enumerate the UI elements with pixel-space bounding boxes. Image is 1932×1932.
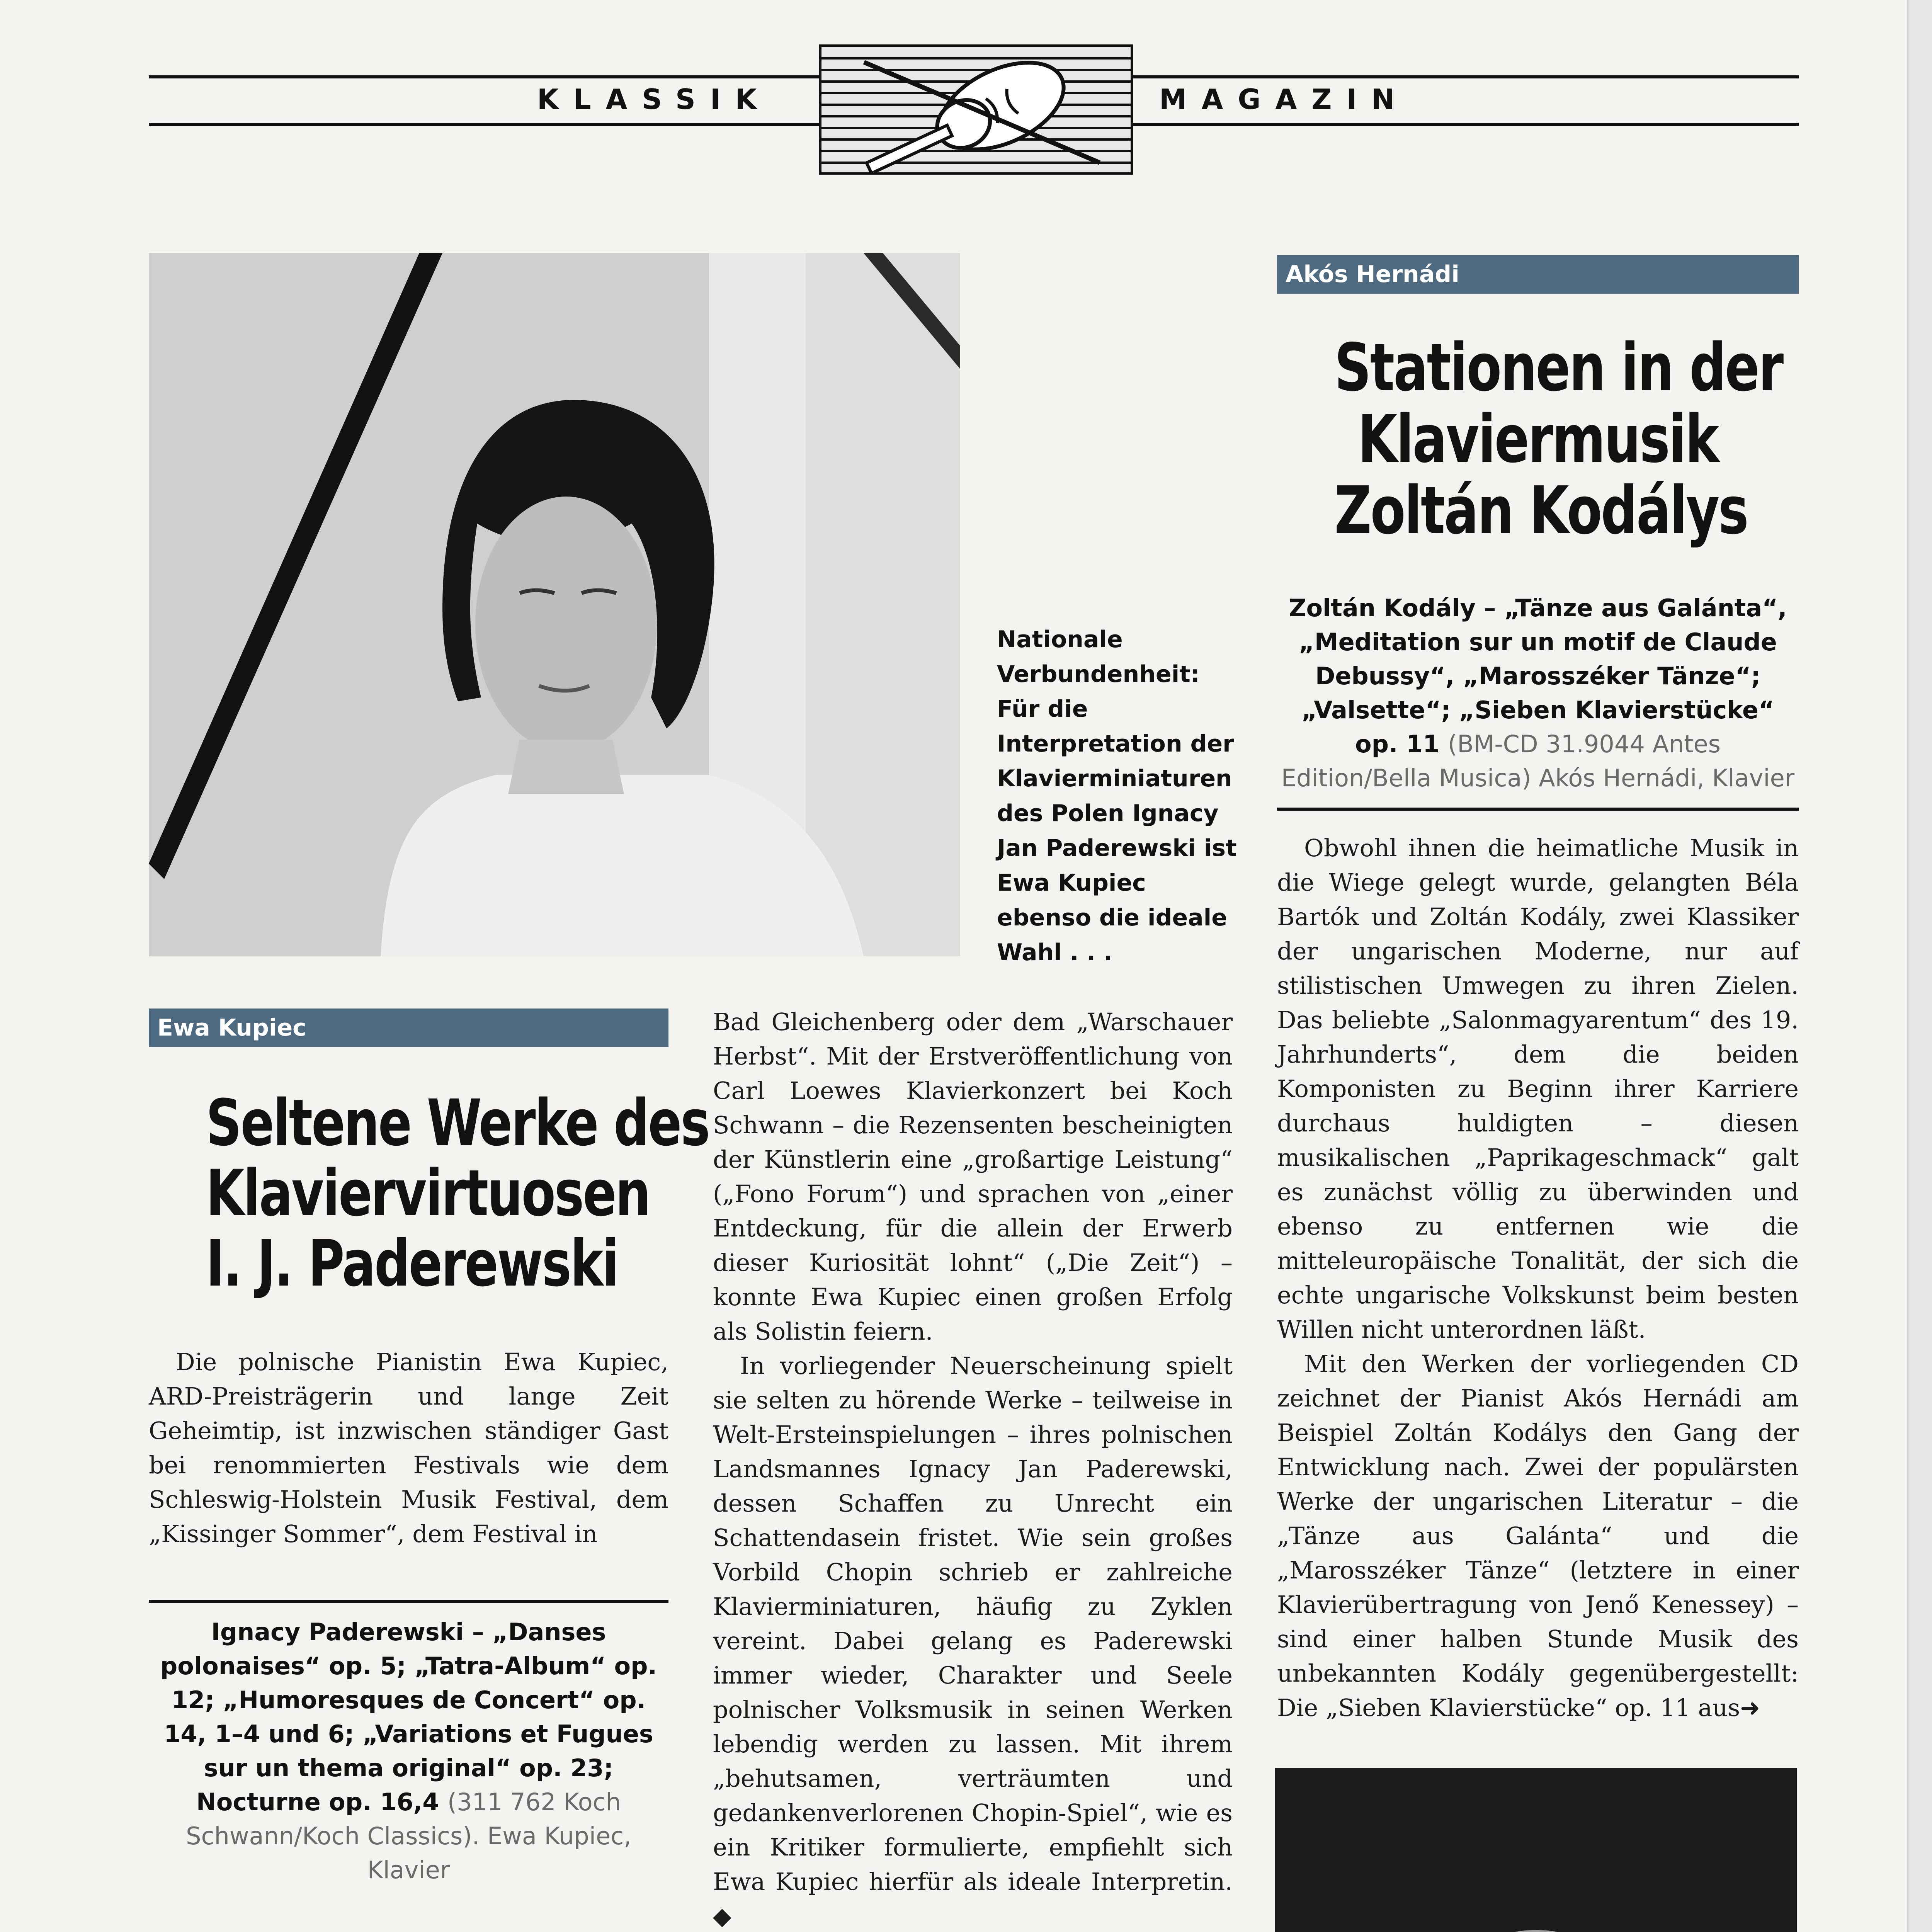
cd-info-kodaly-works: Zoltán Kodály – „Tänze aus Galánta“, „Meditation sur un motif de Claude Debussy“, „Marosszéker Tänze“; „Valsette“; „Sieben Klavierstücke“ op. 11 bbox=[1289, 594, 1787, 758]
article-paderewski-col2 bbox=[713, 1005, 1233, 1932]
masthead-rule-top-left bbox=[149, 75, 819, 78]
headline-paderewski-line-1: Seltene Werke des bbox=[206, 1086, 709, 1160]
continue-arrow-icon: ➜ bbox=[1740, 1694, 1760, 1722]
ewa-photo-caption: Nationale Verbundenheit: Für die Interpretation der Klavierminiaturen des Polen Ignacy Jan Paderewski ist Ewa Kupiec ebenso die ideale Wahl . . . bbox=[997, 626, 1237, 966]
masthead-rule-top-right bbox=[1128, 75, 1799, 78]
article-paderewski-col2-paragraph-2: In vorliegender Neuerscheinung spielt sie selten zu hörende Werke – teilweise in Welt-Ersteinspielungen – ihres polnischen Landsmannes Ignacy Jan Paderewski, dessen Schaffen zu Unrecht ein Schattendasein fristet. Wie sein großes Vorbild Chopin schrieb er zahlreiche Klavierminiaturen, häufig zu Zyklen vereint. Dabei gelang es Paderewski immer wieder, Charakter und Seele polnischer Volksmusik in seinen Werken lebendig werden zu lassen. Mit ihrem „behutsamen, verträumten und gedankenverlorenen Chopin-Spiel“, wie es ein Kritiker formulierte, empfiehlt sich Ewa Kupiec hierfür als ideale Interpretin. bbox=[713, 1352, 1233, 1896]
masthead-rule-bottom-left bbox=[149, 123, 819, 126]
headline-kodaly-line-2: Klaviermusik bbox=[1357, 401, 1718, 478]
article-paderewski-col1 bbox=[149, 1345, 668, 1551]
masthead-rule-bottom-right bbox=[1128, 123, 1799, 126]
article-paderewski-col2-paragraph-1: Bad Gleichenberg oder dem „Warschauer Herbst“. Mit der Erstveröffentlichung von Carl Loewes Klavierkonzert bei Koch Schwann – die Rezensenten bescheinigten der Künstlerin eine „großartige Leistung“ („Fono Forum“) und sprachen von „einer Entdeckung, für die allein der Erwerb dieser Kuriosität lohnt“ („Die Zeit“) – konnte Ewa Kupiec einen großen Erfolg als Solistin feiern. bbox=[713, 1008, 1233, 1345]
end-diamond-icon: ◆ bbox=[713, 1902, 731, 1930]
headline-paderewski bbox=[206, 1086, 709, 1301]
rule-paderewski-cd bbox=[149, 1600, 668, 1603]
cd-info-paderewski-label: (311 762 Koch Schwann/Koch Classics). Ewa Kupiec, Klavier bbox=[186, 1788, 631, 1884]
ewa-kupiec-photo bbox=[149, 253, 960, 956]
akos-hernadi-photo bbox=[1275, 1768, 1797, 1932]
cd-info-paderewski-works: Ignacy Paderewski – „Danses polonaises“ op. 5; „Tatra-Album“ op. 12; „Humoresques de Concert“ op. 14, 1–4 und 6; „Variations et Fugues sur un thema original“ op. 23; Nocturne op. 16,4 bbox=[160, 1618, 657, 1816]
headline-kodaly bbox=[1334, 330, 1783, 549]
masthead-klassik: KLASSIK bbox=[537, 83, 772, 116]
cd-info-paderewski bbox=[149, 1615, 668, 1887]
article-paderewski-col1-paragraph: Die polnische Pianistin Ewa Kupiec, ARD-Preisträgerin und lange Zeit Geheimtip, ist inzwischen ständiger Gast bei renommierten Festivals wie dem Schleswig-Holstein Musik Festival, dem „Kissinger Sommer“, dem Festival in bbox=[149, 1348, 668, 1548]
violin-logo bbox=[819, 44, 1133, 175]
section-bar-ewa-kupiec: Ewa Kupiec bbox=[149, 1009, 668, 1047]
headline-paderewski-line-2: Klaviervirtuosen bbox=[206, 1156, 650, 1230]
cd-info-kodaly bbox=[1277, 591, 1799, 795]
headline-kodaly-line-3: Zoltán Kodálys bbox=[1334, 473, 1748, 549]
rule-kodaly-cd bbox=[1277, 808, 1799, 811]
cd-info-kodaly-label: (BM-CD 31.9044 Antes Edition/Bella Musica) Akós Hernádi, Klavier bbox=[1281, 730, 1795, 792]
article-kodaly-paragraph-2: Mit den Werken der vorliegenden CD zeichnet der Pianist Akós Hernádi am Beispiel Zoltán Kodálys den Gang der Entwicklung nach. Zwei der populärsten Werke der ungarischen Literatur – die „Tänze aus Galánta“ und die „Marosszéker Tänze“ (letztere in einer Klavierübertragung von Jenő Kenessey) – sind einer halben Stunde Musik des unbekannten Kodály gegenübergestellt: Die „Sieben Klavierstücke“ op. 11 aus bbox=[1277, 1350, 1799, 1722]
page-edge bbox=[1907, 0, 1932, 1932]
headline-kodaly-line-1: Stationen in der bbox=[1334, 330, 1783, 406]
article-kodaly-text bbox=[1277, 831, 1799, 1725]
article-kodaly-paragraph-1: Obwohl ihnen die heimatliche Musik in die Wiege gelegt wurde, gelangten Béla Bartók und Zoltán Kodály, zwei Klassiker der ungarischen Moderne, nur auf stilistischen Umwegen zu ihren Zielen. Das beliebte „Salonmagyarentum“ des 19. Jahrhunderts“, dem die beiden Komponisten zu Beginn ihrer Karriere durchaus huldigten – diesen musikalischen „Paprikageschmack“ galt es zunächst völlig zu überwinden und ebenso zu entfernen wie die mitteleuropäische Tonalität, der sich die echte ungarische Volkskunst beim besten Willen nicht unterordnen läßt. bbox=[1277, 834, 1799, 1344]
masthead-magazin: MAGAZIN bbox=[1159, 83, 1410, 116]
section-bar-akos-hernadi: Akós Hernádi bbox=[1277, 255, 1799, 294]
headline-paderewski-line-3: I. J. Paderewski bbox=[206, 1226, 618, 1301]
